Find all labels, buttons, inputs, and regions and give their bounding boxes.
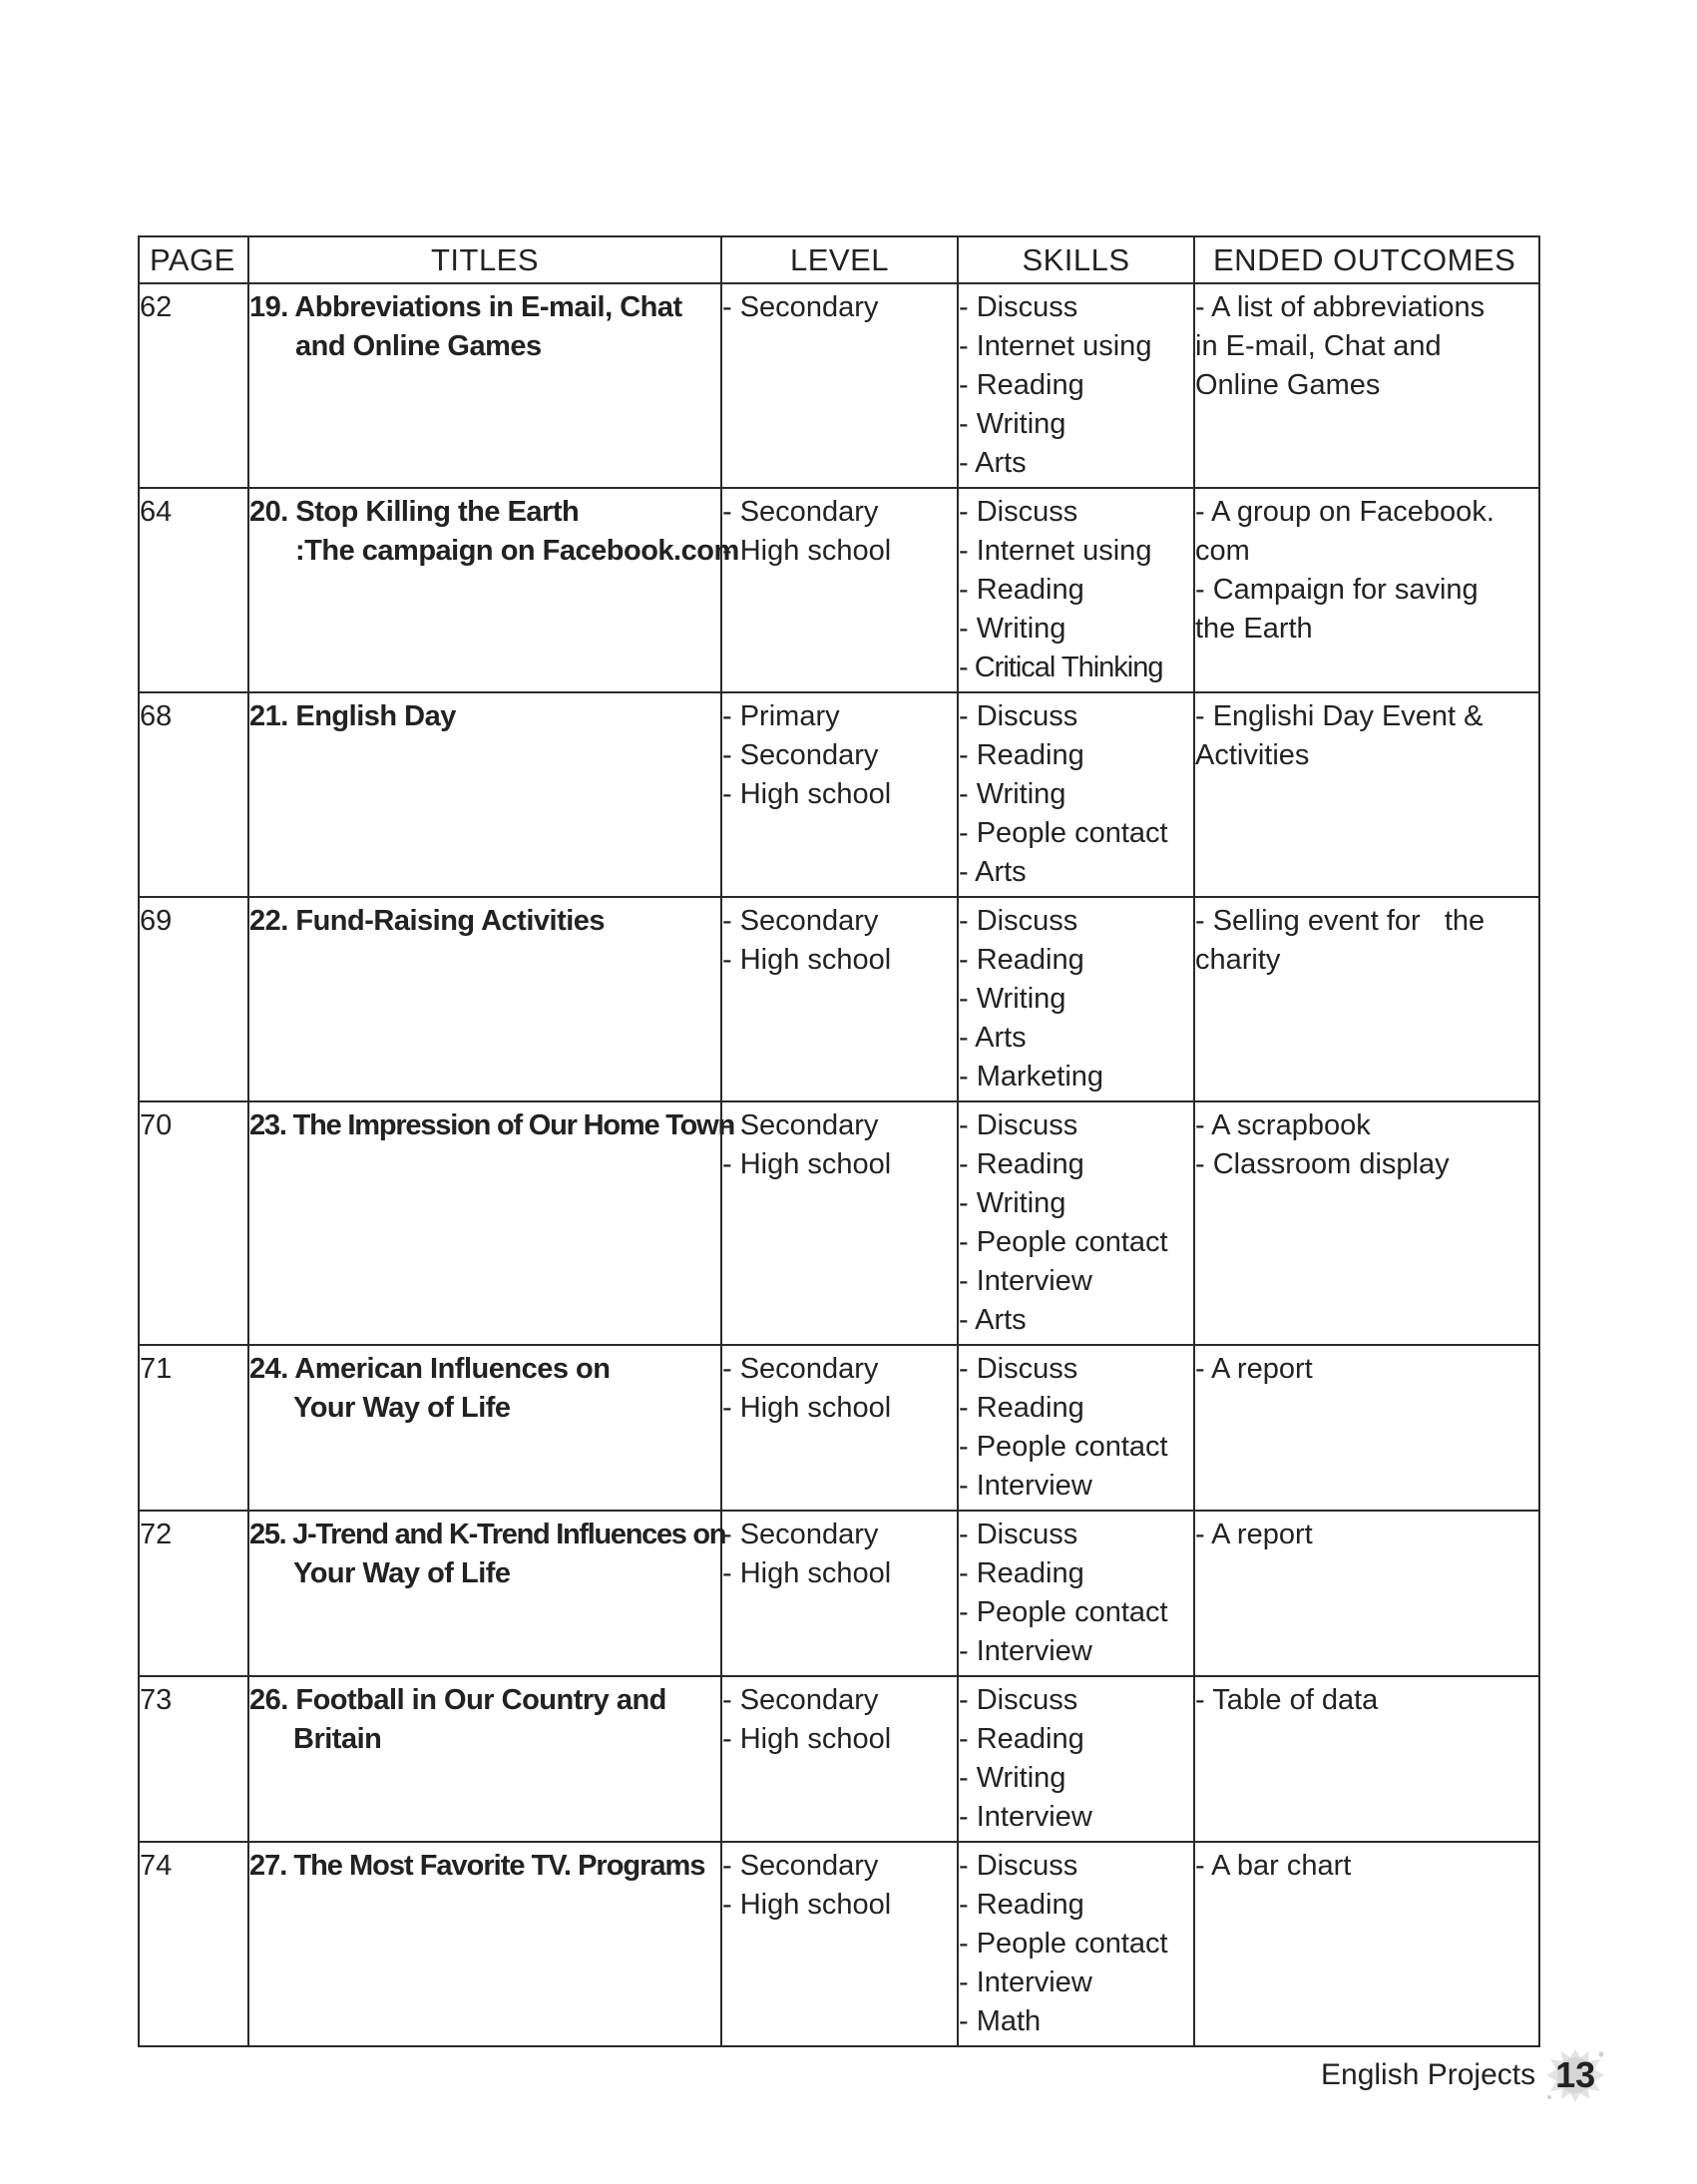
outcome-line: the Earth [1195,613,1313,645]
level-cell [721,1676,958,1842]
title-line: 20. Stop Killing the Earth [249,496,580,528]
title-line: 23. The Impression of Our Home Town [249,1109,734,1141]
title-line: 26. Football in Our Country and [249,1684,666,1716]
skill-item: - Writing [959,613,1066,645]
skills-cell [958,488,1194,692]
page-cell: 69 [139,897,248,1101]
level-item: - High school [722,1557,892,1589]
level-cell [721,897,958,1101]
level-item: - High school [722,1889,892,1921]
level-cell [721,488,958,692]
level-item: - Secondary [722,1684,879,1716]
page-number: 13 [1555,2054,1596,2095]
title-cell [248,1842,721,2046]
skills-cell [958,283,1194,488]
page-cell: 73 [139,1676,248,1842]
title-line: 22. Fund-Raising Activities [249,905,606,937]
skill-item: - Writing [959,983,1066,1015]
skill-item: - Math [959,2005,1042,2037]
level-item: - Secondary [722,1519,879,1550]
skills-cell [958,1676,1194,1842]
skill-item: - People contact [959,817,1168,849]
outcome-line: - Table of data [1195,1684,1379,1716]
skill-item: - Writing [959,778,1066,810]
outcome-cell [1194,1345,1539,1511]
table-row [139,488,1539,692]
header-level: LEVEL [721,236,958,283]
title-line: 25. J-Trend and K-Trend Influences on [249,1519,726,1550]
skills-cell [958,1101,1194,1345]
title-line: Britain [293,1723,382,1755]
table-row [139,1345,1539,1511]
outcome-line: - A report [1195,1519,1313,1550]
level-item: - Primary [722,700,840,732]
skill-item: - People contact [959,1596,1168,1628]
skill-item: - People contact [959,1431,1168,1463]
level-cell [721,283,958,488]
outcome-line: - A scrapbook [1195,1109,1371,1141]
skill-item: - Interview [959,1265,1092,1297]
outcome-line: in E-mail, Chat and [1195,330,1442,362]
outcome-line: - A report [1195,1353,1313,1385]
page-cell: 71 [139,1345,248,1511]
skill-item: - Discuss [959,1519,1078,1550]
level-item: - Secondary [722,905,879,937]
title-cell [248,1676,721,1842]
skill-item: - Discuss [959,905,1078,937]
skill-item: - Writing [959,408,1066,440]
title-cell [248,1101,734,1345]
title-line: and Online Games [295,330,542,362]
outcome-cell [1194,897,1539,1101]
skill-item: - Discuss [959,1109,1078,1141]
title-line: :The campaign on Facebook.com [295,535,739,567]
skill-item: - Reading [959,1148,1084,1180]
level-item: - High school [722,535,892,567]
title-line: Your Way of Life [293,1392,511,1424]
level-cell [721,1101,958,1345]
level-item: - Secondary [722,1353,879,1385]
outcome-cell [1194,488,1539,692]
outcome-line: Activities [1195,739,1310,771]
skill-item: - Interview [959,1470,1092,1502]
outcome-line: com [1195,535,1250,567]
level-item: - Secondary [722,496,879,528]
title-cell [248,283,721,488]
outcome-line: - A bar chart [1195,1850,1352,1882]
level-item: - High school [722,1392,892,1424]
title-line: Your Way of Life [293,1557,511,1589]
skills-cell [958,1345,1194,1511]
level-item: - High school [722,1723,892,1755]
outcome-line: - Classroom display [1195,1148,1450,1180]
skill-item: - Arts [959,1304,1027,1336]
title-cell [248,488,739,692]
outcome-line: - Campaign for saving [1195,574,1479,606]
skill-item: - Writing [959,1187,1066,1219]
title-line: 19. Abbreviations in E-mail, Chat [249,291,682,323]
title-line: 21. English Day [249,700,456,732]
level-cell [721,1345,958,1511]
level-cell [721,692,958,897]
skill-item: - Critical Thinking [959,652,1163,683]
outcome-line: charity [1195,944,1281,976]
level-item: - High school [722,944,892,976]
outcome-cell [1194,1842,1539,2046]
title-cell [248,692,721,897]
level-item: - Secondary [722,291,879,323]
level-item: - Secondary [722,739,879,771]
skill-item: - Arts [959,447,1027,479]
outcome-line: - A group on Facebook. [1195,496,1494,528]
table-row [139,1676,1539,1842]
skill-item: - Arts [959,1022,1027,1054]
skill-item: - People contact [959,1928,1168,1960]
level-item: - High school [722,1148,892,1180]
skills-cell [958,1842,1194,2046]
table-row [139,283,1539,488]
table-row [139,692,1539,897]
level-item: - High school [722,778,892,810]
projects-table [138,235,1540,2047]
table-row [139,1101,1539,1345]
page-cell: 72 [139,1511,248,1676]
header-row [139,236,1539,283]
page-cell: 74 [139,1842,248,2046]
title-line: 27. The Most Favorite TV. Programs [249,1850,705,1882]
skills-cell [958,897,1194,1101]
outcome-line: - A list of abbreviations [1195,291,1485,323]
skill-item: - Writing [959,1762,1066,1794]
skill-item: - Arts [959,856,1027,888]
title-cell [248,897,721,1101]
outcome-cell [1194,1101,1539,1345]
page-number-badge [1543,2045,1607,2105]
skill-item: - Reading [959,1723,1084,1755]
skill-item: - Reading [959,944,1084,976]
skill-item: - Reading [959,369,1084,401]
skill-item: - Discuss [959,1850,1078,1882]
skills-cell [958,1511,1194,1676]
skill-item: - Internet using [959,330,1152,362]
skill-item: - Discuss [959,1353,1078,1385]
outcome-line: - Selling event for the [1195,905,1485,937]
skill-item: - Reading [959,1889,1084,1921]
table-row [139,1842,1539,2046]
skills-cell [958,692,1194,897]
skill-item: - People contact [959,1226,1168,1258]
skill-item: - Reading [959,1557,1084,1589]
footer-book-title: English Projects [1321,2058,1536,2091]
page-cell: 70 [139,1101,248,1345]
outcome-cell [1194,283,1539,488]
skill-item: - Interview [959,1635,1092,1667]
skill-item: - Discuss [959,496,1078,528]
skill-item: - Marketing [959,1061,1104,1092]
outcome-cell [1194,1511,1539,1676]
level-item: - Secondary [722,1850,879,1882]
page-footer [1321,2049,1607,2101]
header-skills: SKILLS [958,236,1194,283]
skill-item: - Internet using [959,535,1152,567]
skill-item: - Reading [959,739,1084,771]
table-row [139,897,1539,1101]
skill-item: - Discuss [959,1684,1078,1716]
outcome-cell [1194,1676,1539,1842]
title-line: 24. American Influences on [249,1353,611,1385]
title-cell [248,1511,726,1676]
outcome-line: Online Games [1195,369,1381,401]
skill-item: - Discuss [959,700,1078,732]
outcome-line: - Englishi Day Event & [1195,700,1484,732]
header-titles: TITLES [248,236,721,283]
level-cell [721,1842,958,2046]
header-ended-outcomes: ENDED OUTCOMES [1194,236,1539,283]
title-cell [248,1345,721,1511]
header-page: PAGE [139,236,248,283]
page-cell: 64 [139,488,248,692]
skill-item: - Discuss [959,291,1078,323]
page-cell: 62 [139,283,248,488]
skill-item: - Interview [959,1966,1092,1998]
table-row [139,1511,1539,1676]
skill-item: - Reading [959,1392,1084,1424]
level-cell [721,1511,958,1676]
skill-item: - Reading [959,574,1084,606]
skill-item: - Interview [959,1801,1092,1833]
page-cell: 68 [139,692,248,897]
level-item: - Secondary [722,1109,879,1141]
outcome-cell [1194,692,1539,897]
